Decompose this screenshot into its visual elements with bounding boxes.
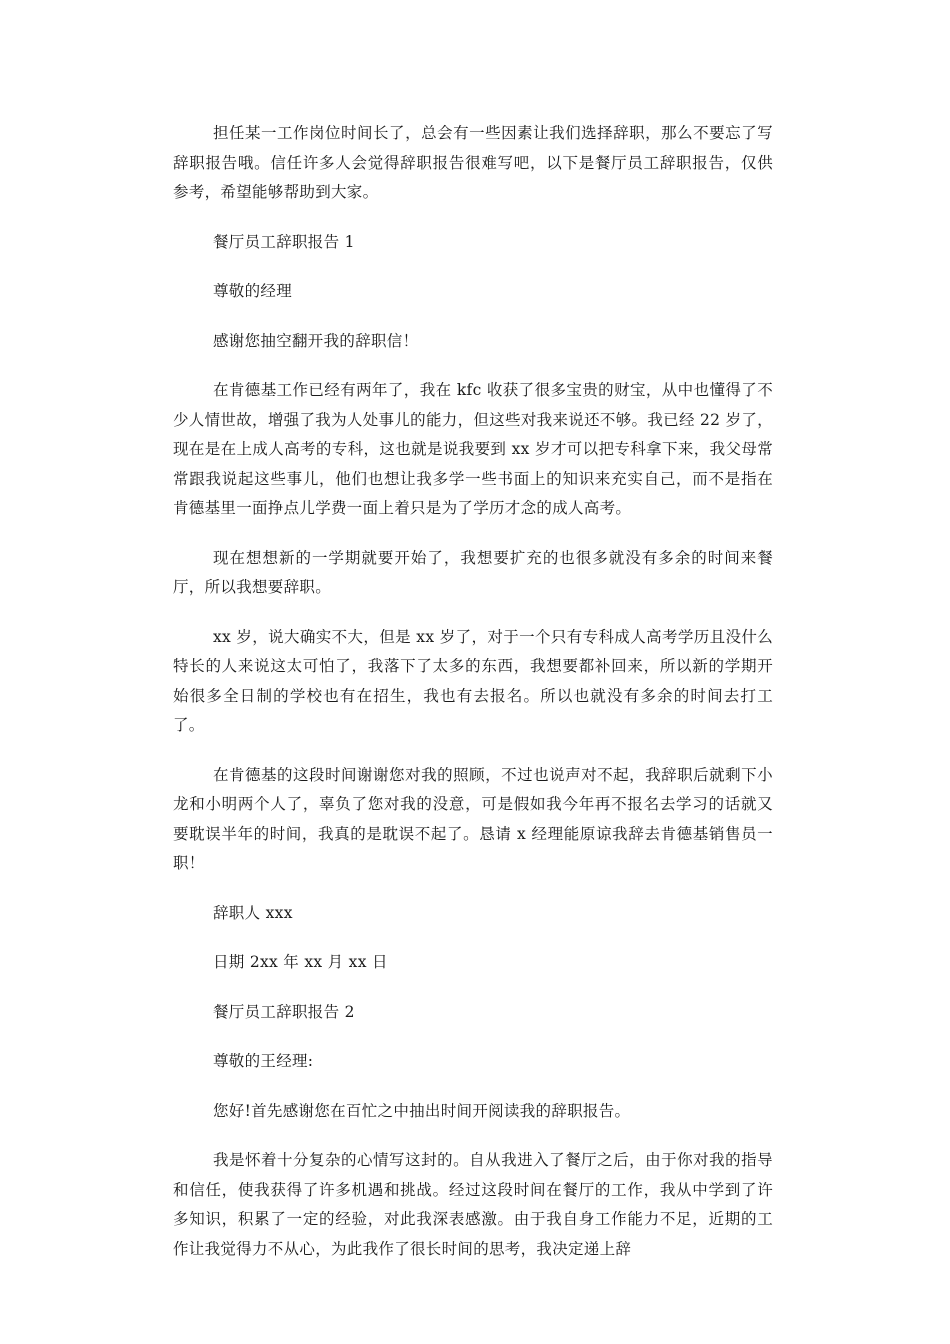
salutation-1: 尊敬的经理 [213,282,293,300]
document-body [173,119,773,1264]
body-paragraph-4: 在肯德基的这段时间谢谢您对我的照顾，不过也说声对不起，我辞职后就剩下小龙和小明两个人了，辜负了您对我的没意，可是假如我今年再不报名去学习的话就又要耽误半年的时间，我真的是耽误不起了。恳请 x 经理能原谅我辞去肯德基销售员一职！ [173,765,773,872]
body-paragraph-1: 在肯德基工作已经有两年了，我在 kfc 收获了很多宝贵的财宝，从中也懂得了不少人情世故，增强了我为人处事儿的能力，但这些对我来说还不够。我已经 22 岁了，现在是在上成人高考的专科，这也就是说我要到 xx 岁才可以把专科拿下来，我父母常常跟我说起这些事儿，他们也想让我多学一些书面上的知识来充实自己，而不是指在肯德基里一面挣点儿学费一面上着只是为了学历才念的成人高考。 [173,381,773,517]
intro-paragraph: 担任某一工作岗位时间长了，总会有一些因素让我们选择辞职，那么不要忘了写辞职报告哦。信任许多人会觉得辞职报告很难写吧，以下是餐厅员工辞职报告，仅供参考，希望能够帮助到大家。 [173,124,773,201]
signature-line: 辞职人 xxx [213,903,293,922]
body-paragraph-3: xx 岁，说大确实不大，但是 xx 岁了，对于一个只有专科成人高考学历且没什么特长的人来说这太可怕了，我落下了太多的东西，我想要都补回来，所以新的学期开始很多全日制的学校也有在招生，我也有去报名。所以也就没有多余的时间去打工了。 [173,627,773,734]
greeting-line-2: 您好!首先感谢您在百忙之中抽出时间开阅读我的辞职报告。 [213,1101,631,1120]
body-paragraph-5: 我是怀着十分复杂的心情写这封的。自从我进入了餐厅之后，由于你对我的指导和信任，使我获得了许多机遇和挑战。经过这段时间在餐厅的工作，我从中学到了许多知识，积累了一定的经验，对此我深表感激。由于我自身工作能力不足，近期的工作让我觉得力不从心，为此我作了很长时间的思考，我决定递上辞 [173,1151,773,1258]
date-line: 日期 2xx 年 xx 月 xx 日 [213,953,388,971]
salutation-2: 尊敬的王经理: [213,1052,314,1070]
section-title-1: 餐厅员工辞职报告 1 [213,232,355,251]
thanks-line-1: 感谢您抽空翻开我的辞职信！ [213,331,419,350]
body-paragraph-2: 现在想想新的一学期就要开始了，我想要扩充的也很多就没有多余的时间来餐厅，所以我想要辞职。 [173,548,773,596]
section-title-2: 餐厅员工辞职报告 2 [213,1002,355,1021]
